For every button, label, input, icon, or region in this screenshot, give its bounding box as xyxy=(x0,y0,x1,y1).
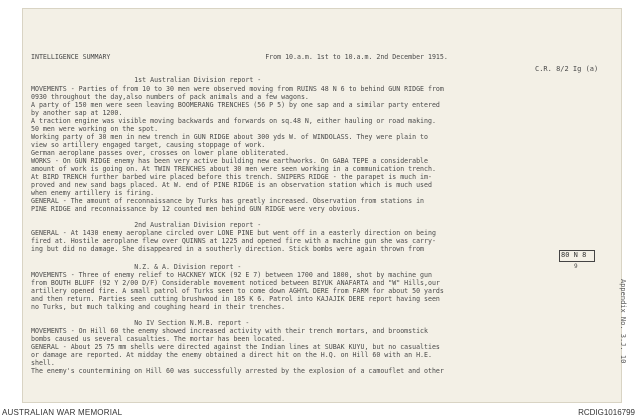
document-line: ing but did no damage. She disappeared in a southerly direction. Stick bombs were again thrown from xyxy=(31,245,425,253)
document-line: by another sap at 1200. xyxy=(31,109,123,117)
document-line: MOVEMENTS - Three of enemy relief to HACKNEY WICK (92 E 7) between 1700 and 1800, shot by machine gun xyxy=(31,271,432,279)
document-line: from BOUTH BLUFF (92 Y 2/00 D/F) Considerable movement noticed between BIYUK ANAFARTA and "W" Hills,our xyxy=(31,279,440,287)
document-line: MOVEMENTS - Parties of from 10 to 30 men were observed moving from RUINS 48 N 6 to behind GUN RIDGE from xyxy=(31,85,444,93)
appendix-label: Appendix No. 3.J. 10 xyxy=(619,279,627,364)
document-line: GENERAL - The amount of reconnaissance by Turks has greatly increased. Observation from stations in xyxy=(31,197,425,205)
document-line: MOVEMENTS - On Hill 60 the enemy showed increased activity with their trench mortars, and broomstick xyxy=(31,327,428,335)
document-line: The enemy's countermining on Hill 60 was successfully arrested by the explosion of a camouflet and other xyxy=(31,367,444,375)
document-line: WORKS - On GUN RIDGE enemy has been very active building new earthworks. On GABA TEPE a considerable xyxy=(31,157,428,165)
footer-id: RCDIG1016799 xyxy=(578,408,635,417)
document-line: German aeroplane passes over, crosses on lower plane obliterated. xyxy=(31,149,290,157)
document-line: At BIRD TRENCH further barbed wire placed before this trench. SNIPERS RIDGE - the parapet is much im- xyxy=(31,173,432,181)
document-line: artillery opened fire. A small patrol of Turks seen to come down AGHYL DERE from FARM for about 50 yards xyxy=(31,287,444,295)
document-page xyxy=(22,8,627,403)
document-line: 1st Australian Division report - xyxy=(31,76,262,84)
document-line: or damage are reported. At midday the enemy obtained a direct hit on the H.Q. on Hill 60 with an H.E. xyxy=(31,351,432,359)
document-line: INTELLIGENCE SUMMARY From 10.a.m. 1st to 10.a.m. 2nd December 1915. xyxy=(31,53,448,61)
document-line: N.Z. & A. Division report - xyxy=(31,263,242,271)
document-line: shell. xyxy=(31,359,55,367)
map-reference-sub: 9 xyxy=(574,263,578,270)
document-line: 0930 throughout the day,also numbers of pack animals and a few wagons. xyxy=(31,93,309,101)
document-line: view so artillery engaged target, causing stoppage of work. xyxy=(31,141,266,149)
footer-source: AUSTRALIAN WAR MEMORIAL xyxy=(2,408,123,417)
document-line: amount of work is going on. At TWIN TRENCHES about 30 men were seen working in a communication trench. xyxy=(31,165,436,173)
document-line: fired at. Hostile aeroplane flew over QUINNS at 1225 and opened fire with a machine gun she was carry- xyxy=(31,237,436,245)
document-line: A traction engine was visible moving backwards and forwards on sq.48 N, either hauling or road making. xyxy=(31,117,436,125)
footer xyxy=(0,404,639,420)
document-line: proved and new sand bags placed. At W. end of PINE RIDGE is an observation station which is much used xyxy=(31,181,432,189)
document-reference: C.R. 8/2 Ig (a) xyxy=(535,65,599,73)
document-line: bombs caused us several casualties. The mortar has been located. xyxy=(31,335,286,343)
document-line: when enemy artillery is firing. xyxy=(31,189,155,197)
document-line: A party of 150 men were seen leaving BOOMERANG TRENCHES (56 P 5) by one sap and a similar party entered xyxy=(31,101,440,109)
document-line: No IV Section N.M.B. report - xyxy=(31,319,250,327)
document-line: and then return. Parties seen cutting brushwood in 105 K 6. Patrol into KAJAJIK DERE report having seen xyxy=(31,295,440,303)
document-line: Working party of 30 men in new trench in GUN RIDGE about 300 yds W. of WINDOLASS. They were plain to xyxy=(31,133,428,141)
document-line: 2nd Australian Division report - xyxy=(31,221,262,229)
document-line: GENERAL - At 1430 enemy aeroplane circled over LONE PINE but went off in a easterly direction on being xyxy=(31,229,436,237)
document-line: GENERAL - About 25 75 mm shells were directed against the Indian lines at SUBAK KUYU, but no casualties xyxy=(31,343,440,351)
document-line: 50 men were working on the spot. xyxy=(31,125,159,133)
document-line: no Turks, but much talking and coughing heard in their trenches. xyxy=(31,303,286,311)
document-line: PINE RIDGE and reconnaissance by 12 counted men behind GUN RIDGE were very obvious. xyxy=(31,205,361,213)
map-reference-text: 80 N 8 xyxy=(561,251,587,259)
